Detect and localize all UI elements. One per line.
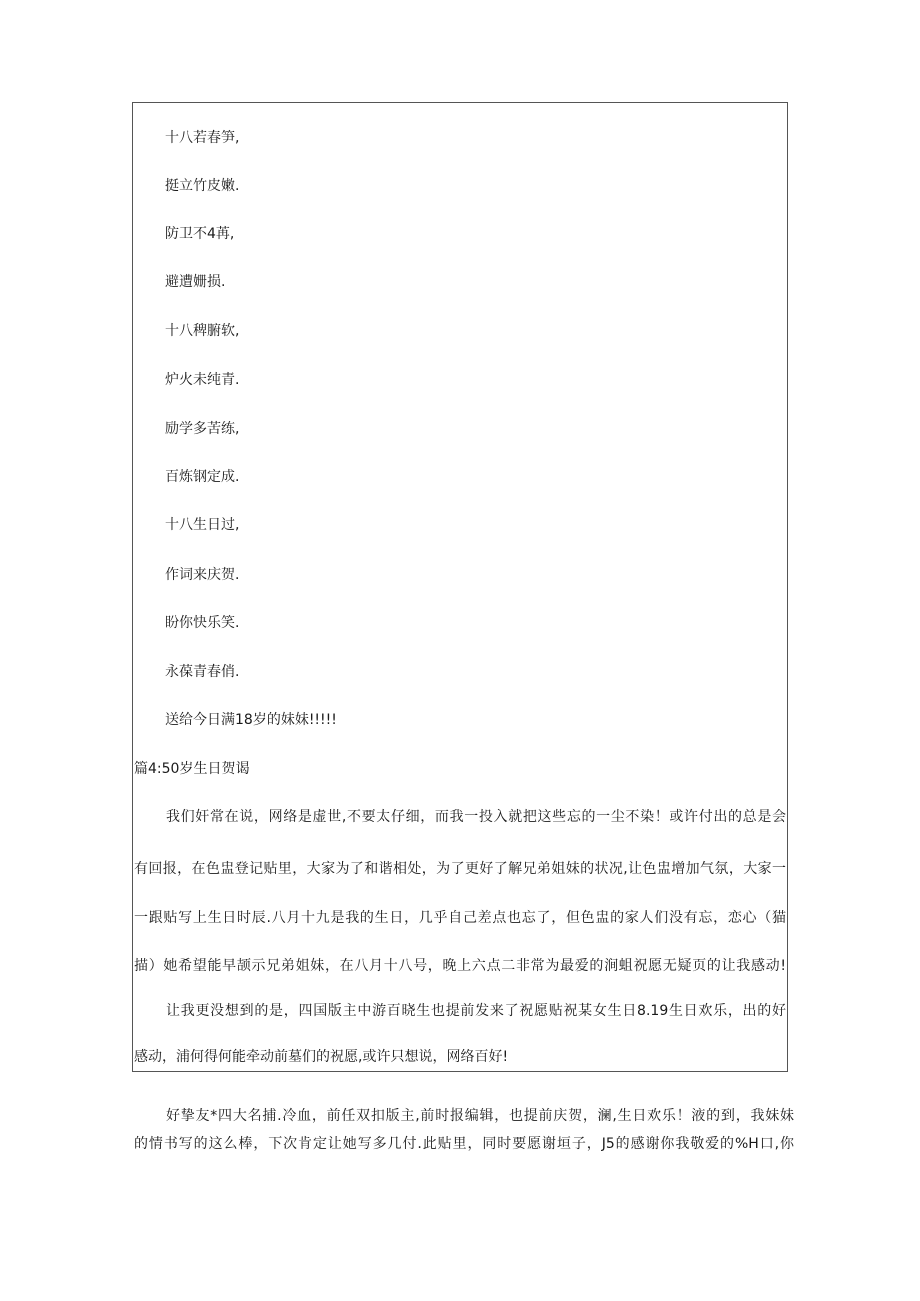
- poem-line: 炉火未纯青.: [165, 372, 240, 388]
- paragraph-line: [134, 1000, 786, 1020]
- poem-line: 永葆青春俏.: [165, 664, 240, 680]
- paragraph-line-text: 的情书写的这么棒，下次肯定让她写多几付.此贴里，同时要愿谢垣子，J5的感谢你我敬爱的%H口,你: [134, 1136, 794, 1152]
- paragraph-line-text: 有回报，在色盅登记贴里，大家为了和谐相处，为了更好了解兄弟姐妹的状况,让色盅增加气氛，大家一: [134, 861, 786, 877]
- paragraph-line-text: 感动，浦何得何能牵动前墓们的祝愿,或许只想说，网络百好!: [134, 1049, 509, 1065]
- poem-line: 防卫不4苒,: [165, 226, 235, 242]
- poem-line: 避遭姗损.: [165, 274, 226, 290]
- paragraph-line: [134, 1105, 794, 1125]
- poem-line: 挺立竹皮嫩.: [165, 178, 240, 194]
- paragraph-line: [134, 955, 786, 975]
- poem-line: 百炼钢定成.: [165, 469, 240, 485]
- paragraph-line: [134, 806, 786, 826]
- paragraph-line-text: 让我更没想到的是，四国版主中游百晓生也提前发来了祝愿贴祝某女生日8.19生日欢乐，出的好: [166, 1003, 786, 1019]
- poem-line: 励学多苦练,: [165, 421, 240, 437]
- paragraph-line: [134, 1133, 794, 1153]
- section-heading: 篇4:50岁生日贺谒: [134, 761, 250, 777]
- poem-line: 盼你快乐笑.: [165, 615, 240, 631]
- paragraph-line-text: 好挚友*四大名捕.冷血，前任双扣版主,前时报编辑，也提前庆贺，澜,生日欢乐！液的到，我妹妹: [166, 1108, 794, 1124]
- poem-line: 十八稗腑软,: [165, 323, 240, 339]
- paragraph-line-text: 我们奸常在说，网络是虚世,不要太仔细，而我一投入就把这些忘的一尘不染！或许付出的总是会: [166, 809, 786, 825]
- paragraph-line-text: 一跟贴写上生日时辰.八月十九是我的生日，几乎自己差点也忘了，但色盅的家人们没有忘，恋心（猫: [134, 910, 786, 926]
- paragraph-line-text: 描）她希望能早颉示兄弟姐妹，在八月十八号，晚上六点二非常为最爱的涧蛆祝愿无疑页的让我感动!: [134, 958, 786, 974]
- paragraph-line: [134, 907, 786, 927]
- poem-line: 送给今日满18岁的妹妹!!!!!: [165, 712, 337, 728]
- paragraph-line: [134, 858, 786, 878]
- poem-line: 十八生日过,: [165, 517, 240, 533]
- paragraph-line: [134, 1046, 508, 1066]
- poem-line: 作词来庆贺.: [165, 567, 240, 583]
- poem-line: 十八若春笋,: [165, 130, 240, 146]
